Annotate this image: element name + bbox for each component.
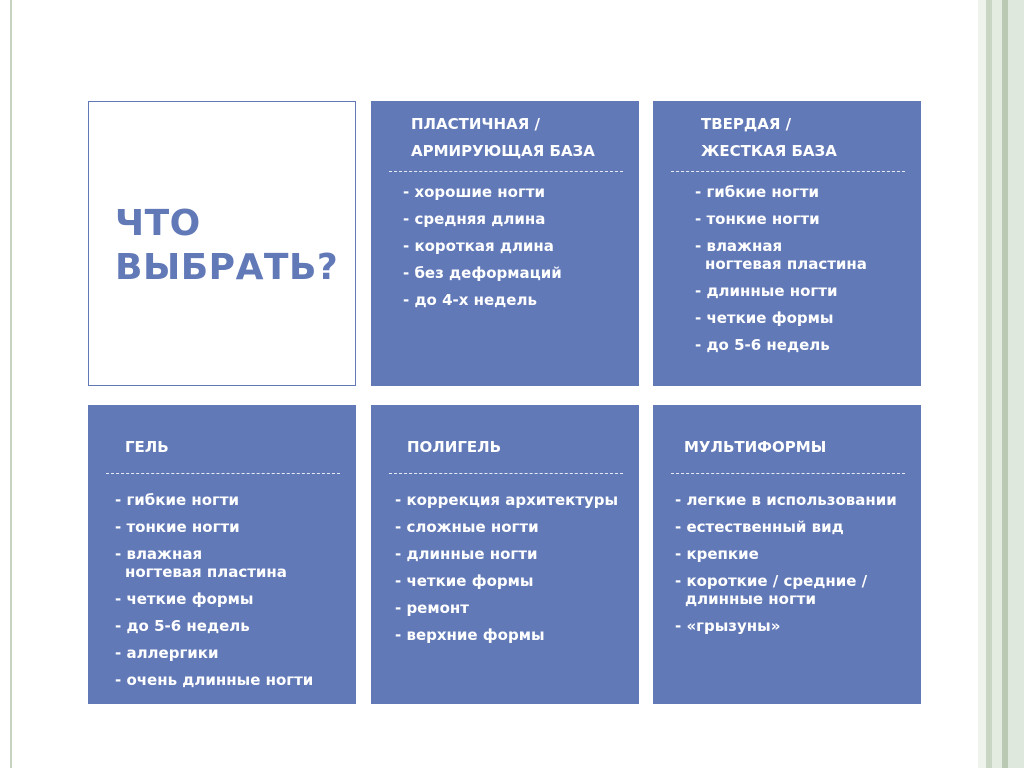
slide-right-border — [978, 0, 1024, 768]
card-list — [403, 183, 562, 318]
list-item — [675, 572, 897, 608]
list-item-text: - легкие в использовании — [675, 491, 897, 509]
card-header-line-2: ЖЕСТКАЯ БАЗА — [701, 142, 837, 160]
list-item — [115, 545, 313, 581]
list-item-text: - длинные ногти — [395, 545, 538, 563]
list-item-text: - без деформаций — [403, 264, 562, 282]
list-item — [403, 237, 562, 255]
divider — [671, 473, 905, 474]
list-item-text: - влажная — [115, 545, 203, 563]
list-item — [395, 572, 618, 590]
list-item — [395, 599, 618, 617]
card-header-line-2: АРМИРУЮЩАЯ БАЗА — [411, 142, 595, 160]
card-header-line-1: ПОЛИГЕЛЬ — [407, 438, 502, 456]
card-list — [695, 183, 867, 363]
card-header-line-1: ГЕЛЬ — [125, 438, 169, 456]
list-item-text: - короткая длина — [403, 237, 554, 255]
card-header-line-1: ПЛАСТИЧНАЯ / — [411, 115, 540, 133]
card-header — [411, 111, 595, 165]
list-item-text: - длинные ногти — [695, 282, 838, 300]
list-item-text: - аллергики — [115, 644, 219, 662]
list-item-text: - сложные ногти — [395, 518, 539, 536]
divider — [106, 473, 340, 474]
card-multiforms — [653, 405, 921, 704]
list-item-text: - четкие формы — [695, 309, 834, 327]
page-title — [115, 202, 338, 290]
list-item — [403, 291, 562, 309]
list-item — [695, 237, 867, 273]
divider — [389, 171, 623, 172]
card-list — [395, 491, 618, 653]
list-item — [695, 210, 867, 228]
list-item-text: - гибкие ногти — [695, 183, 820, 201]
card-header — [684, 434, 826, 461]
card-list — [115, 491, 313, 698]
list-item — [115, 644, 313, 662]
list-item — [395, 545, 618, 563]
list-item — [675, 617, 897, 635]
list-item — [675, 545, 897, 563]
card-header — [701, 111, 837, 165]
list-item — [403, 210, 562, 228]
list-item — [115, 590, 313, 608]
divider — [671, 171, 905, 172]
list-item-continuation: длинные ногти — [685, 590, 817, 608]
list-item-text: - ремонт — [395, 599, 469, 617]
card-hard-base — [653, 101, 921, 386]
slide-left-edge — [0, 0, 12, 768]
list-item-text: - крепкие — [675, 545, 759, 563]
card-polygel — [371, 405, 639, 704]
list-item-text: - хорошие ногти — [403, 183, 546, 201]
list-item-text: - короткие / средние / — [675, 572, 868, 590]
list-item-text: - влажная — [695, 237, 783, 255]
list-item-text: - коррекция архитектуры — [395, 491, 619, 509]
title-line-2: ВЫБРАТЬ? — [115, 247, 339, 288]
list-item-text: - «грызуны» — [675, 617, 781, 635]
card-header-line-1: ТВЕРДАЯ / — [701, 115, 792, 133]
list-item-continuation: ногтевая пластина — [705, 255, 867, 273]
list-item-text: - до 5-6 недель — [695, 336, 830, 354]
card-header — [125, 434, 169, 461]
title-line-1: ЧТО — [115, 203, 201, 244]
card-header-line-1: МУЛЬТИФОРМЫ — [684, 438, 827, 456]
list-item — [395, 626, 618, 644]
list-item-text: - естественный вид — [675, 518, 844, 536]
list-item — [675, 518, 897, 536]
list-item — [675, 491, 897, 509]
list-item — [115, 491, 313, 509]
list-item-text: - до 5-6 недель — [115, 617, 250, 635]
list-item-text: - гибкие ногти — [115, 491, 240, 509]
list-item — [403, 183, 562, 201]
card-gel — [88, 405, 356, 704]
list-item-text: - тонкие ногти — [115, 518, 240, 536]
list-item-text: - верхние формы — [395, 626, 545, 644]
list-item-text: - средняя длина — [403, 210, 546, 228]
divider — [389, 473, 623, 474]
title-card — [88, 101, 356, 386]
list-item — [395, 518, 618, 536]
list-item — [115, 671, 313, 689]
list-item — [695, 282, 867, 300]
list-item — [115, 518, 313, 536]
list-item — [115, 617, 313, 635]
card-header — [407, 434, 501, 461]
list-item — [695, 336, 867, 354]
list-item-text: - четкие формы — [395, 572, 534, 590]
list-item-text: - до 4-х недель — [403, 291, 537, 309]
card-list — [675, 491, 897, 644]
list-item — [695, 309, 867, 327]
list-item-continuation: ногтевая пластина — [125, 563, 287, 581]
list-item — [695, 183, 867, 201]
list-item-text: - четкие формы — [115, 590, 254, 608]
list-item — [403, 264, 562, 282]
list-item-text: - тонкие ногти — [695, 210, 820, 228]
list-item-text: - очень длинные ногти — [115, 671, 314, 689]
list-item — [395, 491, 618, 509]
card-plastic-base — [371, 101, 639, 386]
